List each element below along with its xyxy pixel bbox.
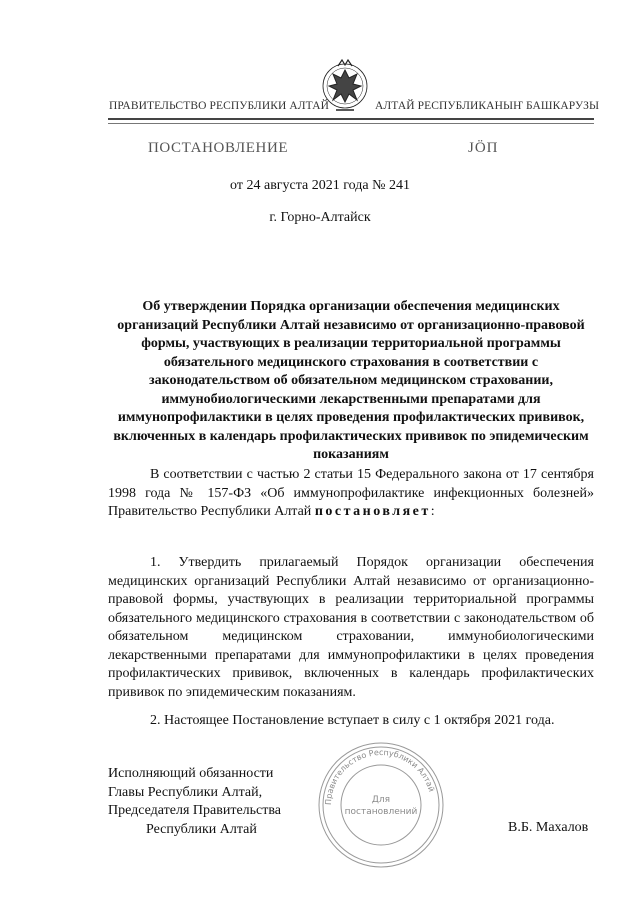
official-stamp [316, 740, 446, 870]
header-left-title: ПРАВИТЕЛЬСТВО РЕСПУБЛИКИ АЛТАЙ [109, 100, 330, 112]
document-city: г. Горно-Алтайск [269, 210, 371, 225]
preamble-colon: : [430, 504, 435, 519]
header-right-title: АЛТАЙ РЕСПУБЛИКАНЫҤ БАШКАРУЗЫ [375, 100, 600, 112]
document-title: Об утверждении Порядка организации обеспечения медицинских организаций Республики Алтай независимо от организационно-правовой формы, участвующих в реализации территориальной программы обязательного медицинского страхования в соответствии с законодательством об обязательном медицинском страховании, иммунобиологическими лекарственными препаратами для иммунопрофилактики в целях проведения профилактических прививок, включенных в календарь профилактических прививок по эпидемическим показаниям [113, 299, 589, 462]
preamble-paragraph [108, 466, 594, 522]
preamble-text: В соответствии с частью 2 статьи 15 Федерального закона от 17 сентября 1998 года № 157-ФЗ «Об иммунопрофилактике инфекционных болезней» Правительство Республики Алтай [108, 467, 594, 519]
header-rule [108, 118, 594, 120]
stamp-center-line-1: Для [371, 795, 391, 805]
signatory-name: В.Б. Махалов [508, 820, 589, 835]
preamble-verb: постановляет [314, 504, 431, 519]
signatory-line-1: Исполняющий обязанности [108, 766, 274, 781]
signatory-line-2: Главы Республики Алтай, [108, 784, 263, 800]
signatory-line-4: Республики Алтай [146, 821, 257, 837]
item-2-paragraph: 2. Настоящее Постановление вступает в силу с 1 октября 2021 года. [150, 713, 555, 728]
signatory-line-3: Председателя Правительства [108, 803, 282, 818]
item-1-paragraph: 1. Утвердить прилагаемый Порядок организации обеспечения медицинских организаций Республики Алтай независимо от организационно-правовой формы, участвующих в реализации территориальной программы обязательного медицинского страхования в соответствии с законодательством об обязательном медицинском страховании, иммунобиологическими лекарственными препаратами для иммунопрофилактики в целях проведения профилактических прививок, включенных в календарь профилактических прививок по эпидемическим показаниям. [108, 555, 594, 700]
coat-of-arms-emblem [318, 56, 372, 118]
header-rule-thin [108, 123, 594, 124]
stamp-ring-text: Правительство Республики Алтай [323, 747, 437, 806]
stamp-center-line-2: постановлений [344, 807, 418, 817]
doc-type-alt: ЈӦП [468, 140, 499, 156]
document-date: от 24 августа 2021 года № 241 [230, 178, 410, 193]
signatory-title [108, 765, 281, 839]
doc-type-ru: ПОСТАНОВЛЕНИЕ [148, 140, 289, 156]
